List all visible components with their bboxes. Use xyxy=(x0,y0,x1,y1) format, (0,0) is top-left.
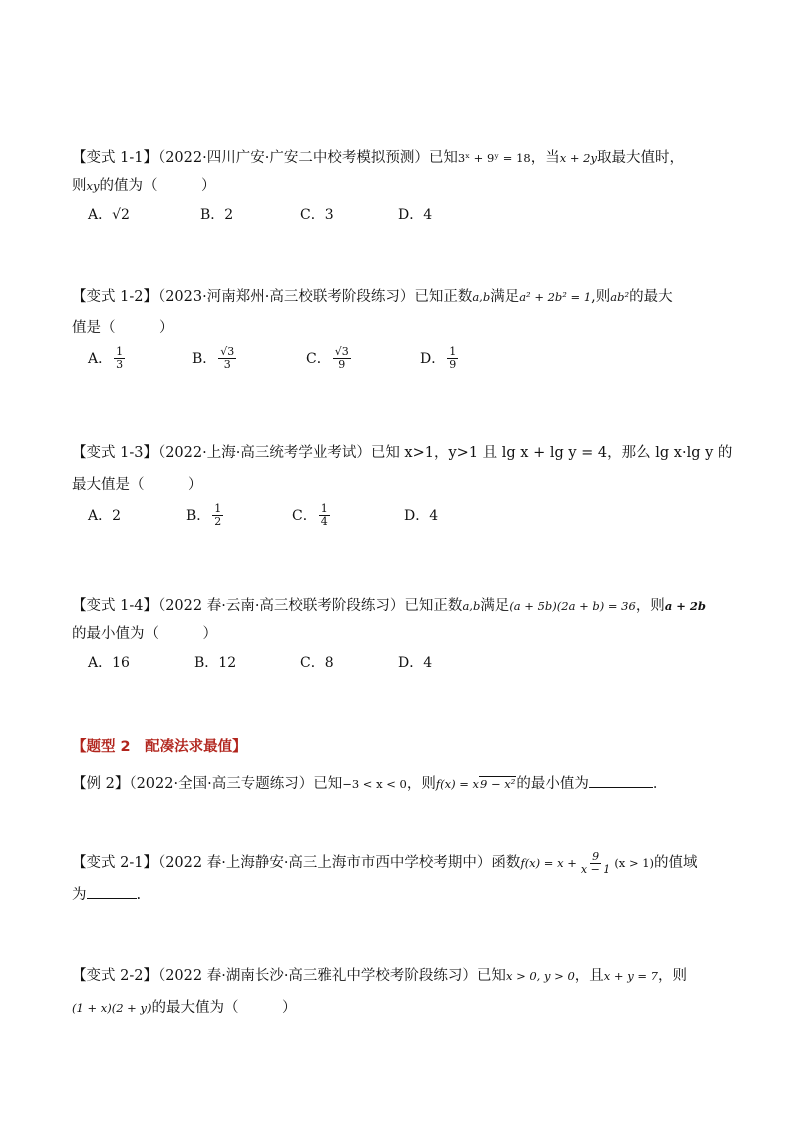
example-2 xyxy=(72,773,732,794)
math-expr: xy xyxy=(86,179,100,193)
math-expr: a + 2b xyxy=(664,599,706,613)
math-expr: x + y = 7 xyxy=(603,969,658,983)
math-expr: (a + 5b)(2a + b) = 36 xyxy=(509,599,636,613)
question-1-2 xyxy=(72,287,732,371)
math-expr: a² + 2b² = 1 xyxy=(519,290,592,304)
option-a: A． √2 xyxy=(88,207,130,223)
math-expr: f(x) = x + xyxy=(520,856,577,870)
option-b: B．2 xyxy=(200,207,234,223)
option-c: C． $\frac{1}{4}$ xyxy=(292,502,328,528)
option-a: A．2 xyxy=(88,507,122,524)
option-d: D． $\frac{1}{9}$ xyxy=(420,345,457,371)
math-expr: ab² xyxy=(610,290,630,304)
option-d: D．4 xyxy=(398,207,433,223)
question-1-3-stem-line1: 【变式 1-3】（2022·上海·高三统考学业考试）已知 x>1，y>1 且 lg x + lg y = 4，那么 lg x·lg y 的 xyxy=(72,445,733,461)
question-1-4-options xyxy=(88,653,732,673)
option-a: A． $\frac{1}{3}$ xyxy=(88,345,124,371)
question-2-1-stem-line1: 【变式 2-1】（2022 春·上海静安·高三上海市市西中学校考期中）函数 f(x) = x + $\frac{9}{x - 1}$ (x > 1) 的值域 xyxy=(72,849,698,876)
example-2-stem: 【例 2】（2022·全国·高三专题练习）已知−3 < x < 0，则f(x) = x9 − x²的最小值为 ． xyxy=(72,773,732,794)
question-1-2-stem-line1: 【变式 1-2】（2023·河南郑州·高三校联考阶段练习）已知正数a,b满足a² + 2b² = 1,则ab²的最大 xyxy=(72,289,673,305)
question-2-1 xyxy=(72,848,732,905)
option-c: C．8 xyxy=(300,655,334,671)
math-expr: (x > 1) xyxy=(614,856,655,870)
question-1-1-options xyxy=(88,205,732,225)
math-expr: x + 2y xyxy=(559,151,597,165)
question-1-2-options xyxy=(88,346,732,371)
option-d: D．4 xyxy=(398,655,433,671)
question-1-3-stem-line2: 最大值是（ ） xyxy=(72,477,203,493)
question-2-1-stem-line2: 为 . xyxy=(72,884,732,905)
sqrt-expr: 9 − x² xyxy=(480,777,516,791)
option-b: B． $\frac{√3}{3}$ xyxy=(192,345,235,371)
fraction: $\frac{9}{x - 1}$ xyxy=(580,849,611,876)
option-c: C．3 xyxy=(300,207,334,223)
math-expr: −3 < x < 0 xyxy=(342,777,407,791)
math-expr: f(x) = x xyxy=(435,777,480,791)
section-title: 【题型 2 配凑法求最值】 xyxy=(72,739,247,755)
question-1-4-stem-line1: 【变式 1-4】（2022 春·云南·高三校联考阶段练习）已知正数a,b满足(a + 5b)(2a + b) = 36，则a + 2b xyxy=(72,598,706,614)
math-expr: (1 + x)(2 + y) xyxy=(72,1001,152,1015)
question-1-1-stem-line1: 【变式 1-1】（2022·四川广安·广安二中校考模拟预测）已知3ˣ + 9ʸ = 18，当x + 2y取最大值时， xyxy=(72,150,684,166)
math-expr: a,b xyxy=(472,290,491,304)
question-1-1-stem-line2: 则xy的值为（ ） xyxy=(72,178,216,194)
question-2-2 xyxy=(72,966,732,1018)
option-c: C． $\frac{√3}{9}$ xyxy=(306,345,349,371)
option-d: D．4 xyxy=(404,507,439,524)
answer-blank[interactable] xyxy=(87,884,137,899)
answer-blank[interactable] xyxy=(589,773,653,788)
option-b: B． $\frac{1}{2}$ xyxy=(186,502,222,528)
math-expr: x > 0, y > 0 xyxy=(505,969,575,983)
option-a: A．16 xyxy=(88,655,130,671)
math-expr: a,b xyxy=(462,599,481,613)
option-b: B．12 xyxy=(194,655,237,671)
question-1-4 xyxy=(72,596,732,673)
question-1-4-stem-line2: 的最小值为（ ） xyxy=(72,626,217,642)
section-heading xyxy=(72,737,732,757)
question-1-1 xyxy=(72,148,732,225)
math-expr: 3ˣ + 9ʸ = 18 xyxy=(457,151,531,165)
question-1-3-options xyxy=(88,503,732,528)
question-2-2-stem-line1: 【变式 2-2】（2022 春·湖南长沙·高三雅礼中学校考阶段练习）已知x > 0, y > 0，且x + y = 7，则 xyxy=(72,968,687,984)
question-2-2-stem-line2: (1 + x)(2 + y)的最大值为（ ） xyxy=(72,1000,297,1016)
question-1-3 xyxy=(72,443,732,528)
question-1-2-stem-line2: 值是（ ） xyxy=(72,320,174,336)
